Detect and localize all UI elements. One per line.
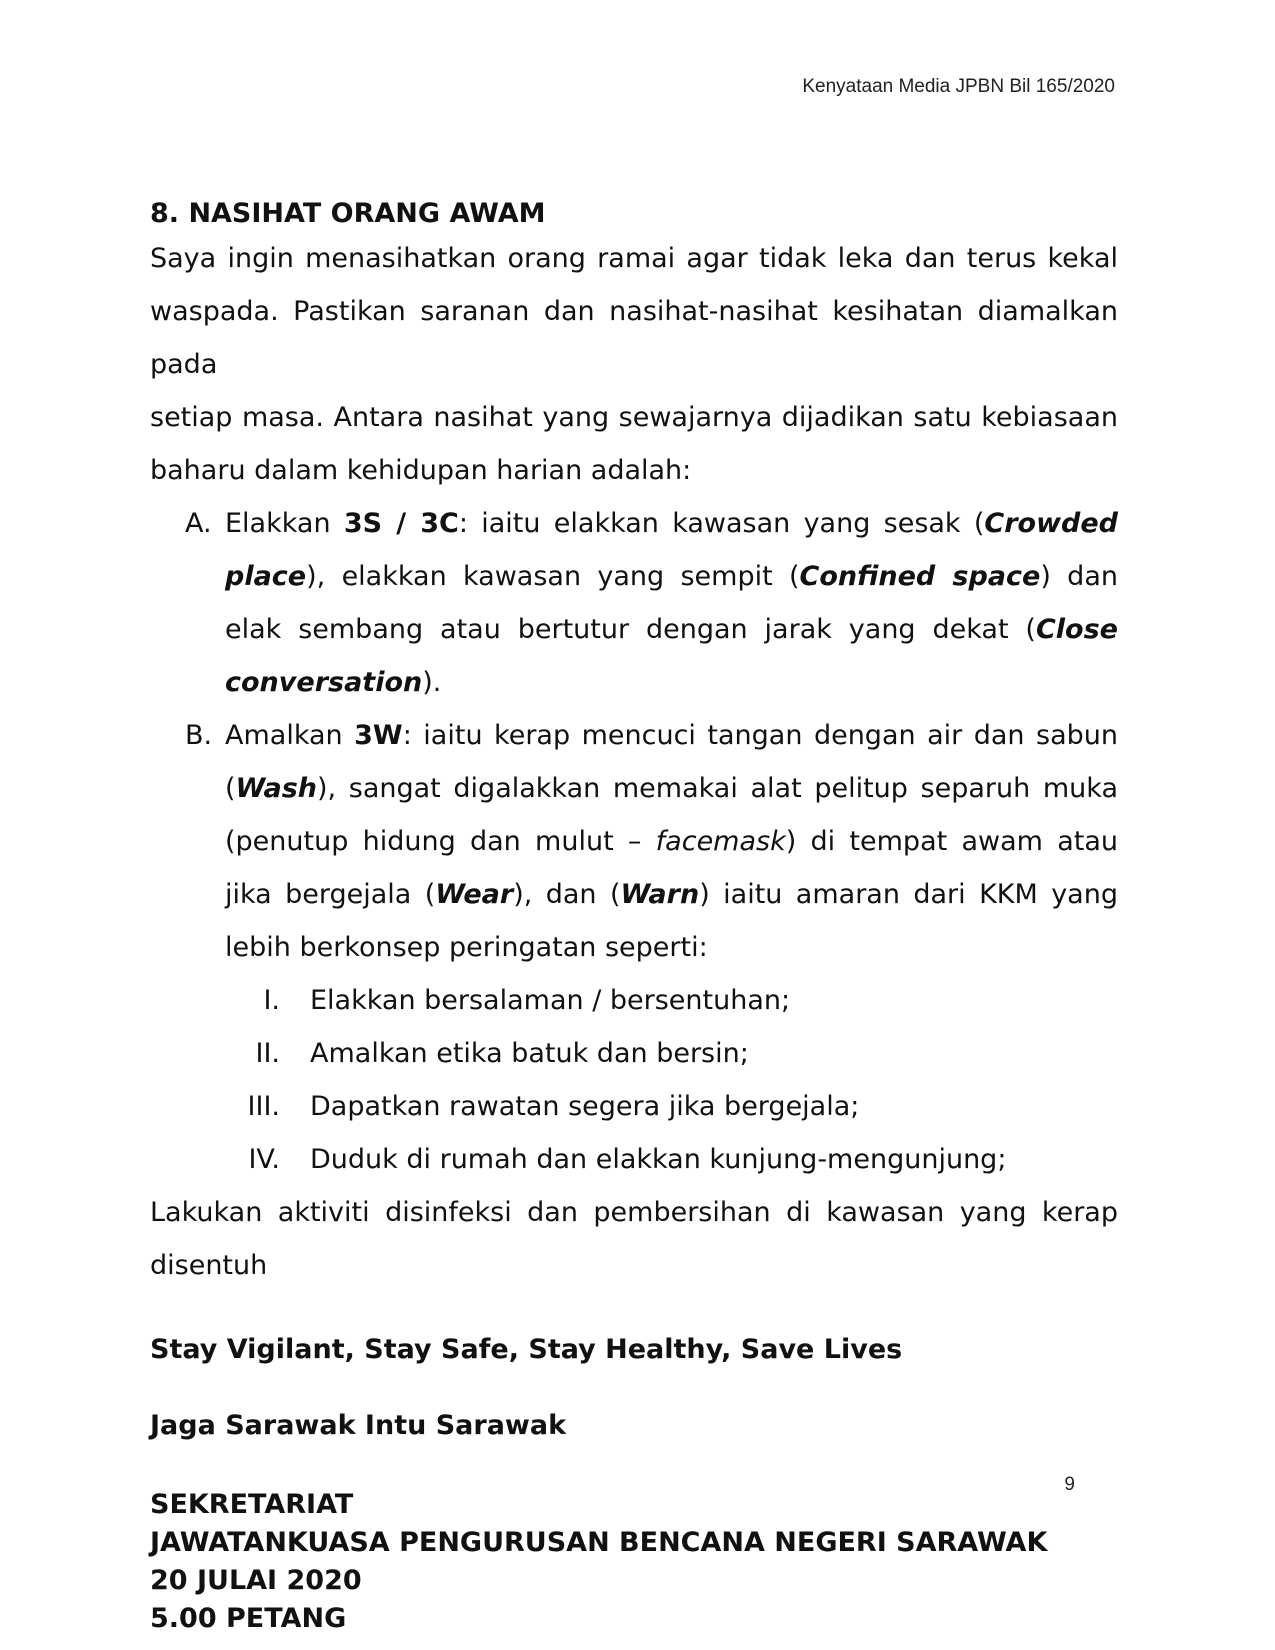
sublist-text: Duduk di rumah dan elakkan kunjung-mengunjung; — [310, 1144, 1007, 1175]
intro-line-2: waspada. Pastikan saranan dan nasihat-nasihat kesihatan diamalkan pada — [150, 296, 1118, 380]
intro-line-1: Saya ingin menasihatkan orang ramai agar tidak leka dan terus kekal — [150, 243, 1118, 274]
sublist-item — [200, 974, 1118, 1027]
closing-line: Lakukan aktiviti disinfeksi dan pembersihan di kawasan yang kerap disentuh — [150, 1197, 1118, 1281]
sublist-item — [200, 1133, 1118, 1186]
list-item-b — [150, 709, 1118, 974]
signoff-line: JAWATANKUASA PENGURUSAN BENCANA NEGERI SARAWAK — [150, 1527, 1048, 1558]
sublist-text: Elakkan bersalaman / bersentuhan; — [310, 985, 791, 1016]
list-marker: B. — [185, 720, 213, 751]
signoff-time: 5.00 PETANG — [150, 1603, 347, 1634]
sublist-number: II. — [255, 1038, 280, 1069]
document-body — [150, 196, 1118, 1638]
signoff-line: SEKRETARIAT — [150, 1489, 354, 1520]
intro-line-4: baharu dalam kehidupan harian adalah: — [150, 455, 692, 486]
page-header: Kenyataan Media JPBN Bil 165/2020 — [802, 76, 1115, 97]
list-item-a — [150, 497, 1118, 709]
intro-line-3: setiap masa. Antara nasihat yang sewajarnya dijadikan satu kebiasaan — [150, 402, 1118, 433]
list-marker: A. — [185, 508, 212, 539]
slogan-secondary: Jaga Sarawak Intu Sarawak — [150, 1410, 567, 1441]
sublist-number: IV. — [248, 1144, 280, 1175]
sublist-text: Dapatkan rawatan segera jika bergejala; — [310, 1091, 860, 1122]
section-heading: 8. NASIHAT ORANG AWAM — [150, 198, 546, 229]
sublist-number: III. — [247, 1091, 280, 1122]
sublist-number: I. — [263, 985, 280, 1016]
signoff-block — [150, 1486, 1118, 1638]
page-number: 9 — [1064, 1474, 1075, 1495]
signoff-date: 20 JULAI 2020 — [150, 1565, 362, 1596]
list-item-text: Elakkan 3S / 3C: iaitu elakkan kawasan yang sesak (Crowded place), elakkan kawasan yang sempit (Confined space) dan elak sembang atau bertutur dengan jarak yang dekat (Close conversation). — [225, 508, 1119, 698]
slogan-primary: Stay Vigilant, Stay Safe, Stay Healthy, Save Lives — [150, 1334, 903, 1365]
list-item-text: Amalkan 3W: iaitu kerap mencuci tangan dengan air dan sabun (Wash), sangat digalakkan memakai alat pelitup separuh muka (penutup hidung dan mulut – facemask) di tempat awam atau jika bergejala (Wear), dan (Warn) iaitu amaran dari KKM yang lebih berkonsep peringatan seperti: — [225, 720, 1118, 963]
sublist-item — [200, 1027, 1118, 1080]
sublist-item — [200, 1080, 1118, 1133]
sublist-text: Amalkan etika batuk dan bersin; — [310, 1038, 749, 1069]
